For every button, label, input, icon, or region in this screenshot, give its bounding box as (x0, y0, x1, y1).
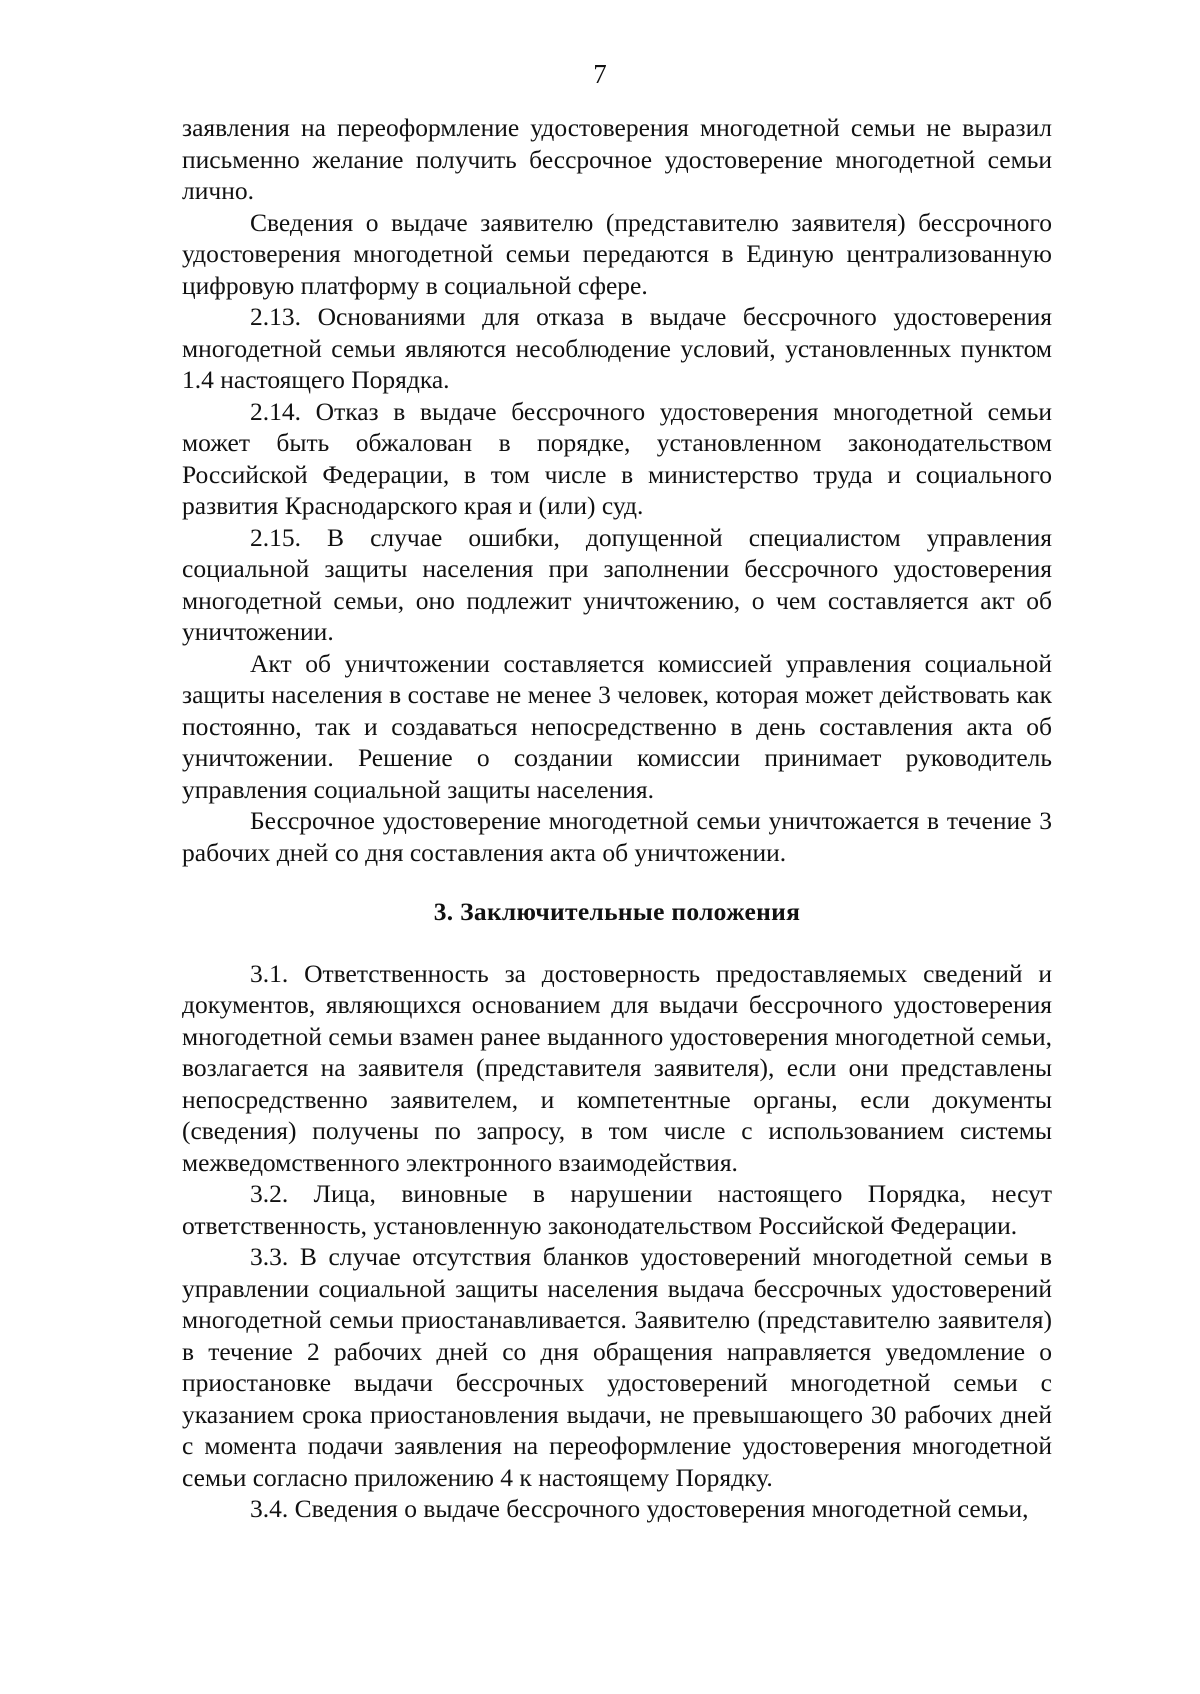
paragraph-continuation: заявления на переоформление удостоверения многодетной семьи не выразил письменно желание получить бессрочное удостоверение многодетной семьи лично. (182, 113, 1052, 205)
paragraph-3-4: 3.4. Сведения о выдаче бессрочного удостоверения многодетной семьи, (250, 1494, 1029, 1523)
paragraph-destruction-act: Акт об уничтожении составляется комиссией управления социальной защиты населения в составе не менее 3 человек, которая может действовать как постоянно, так и создаваться непосредственно в день составления акта об уничтожении. Решение о создании комиссии принимает руководитель управления социальной защиты населения. (182, 648, 1052, 804)
paragraph-3-1: 3.1. Ответственность за достоверность предоставляемых сведений и документов, являющихся основанием для выдачи бессрочного удостоверения многодетной семьи взамен ранее выданного удостоверения многодетной семьи, возлагается на заявителя (представителя заявителя), если они представлены непосредственно заявителем, и компетентные органы, если документы (сведения) получены по запросу, в том числе с использованием системы межведомственного электронного взаимодействия. (182, 958, 1052, 1177)
paragraph-2-13: 2.13. Основаниями для отказа в выдаче бессрочного удостоверения многодетной семьи являются несоблюдение условий, установленных пунктом 1.4 настоящего Порядка. (182, 302, 1052, 394)
paragraph-info-transfer: Сведения о выдаче заявителю (представителю заявителя) бессрочного удостоверения многодетной семьи передаются в Единую централизованную цифровую платформу в социальной сфере. (182, 207, 1052, 300)
paragraph-3-3: 3.3. В случае отсутствия бланков удостоверений многодетной семьи в управлении социальной защиты населения выдача бессрочных удостоверений многодетной семьи приостанавливается. Заявителю (представителю заявителя) в течение 2 рабочих дней со дня обращения направляется уведомление о приостановке выдачи бессрочных удостоверений многодетной семьи с указанием срока приостановления выдачи, не превышающего 30 рабочих дней с момента подачи заявления на переоформление удостоверения многодетной семьи согласно приложению 4 к настоящему Порядку. (182, 1242, 1052, 1492)
paragraph-2-15: 2.15. В случае ошибки, допущенной специалистом управления социальной защиты населения при заполнении бессрочного удостоверения многодетной семьи, оно подлежит уничтожению, о чем составляется акт об уничтожении. (182, 522, 1052, 646)
paragraph-3-2: 3.2. Лица, виновные в нарушении настоящего Порядка, несут ответственность, установленную законодательством Российской Федерации. (182, 1179, 1052, 1240)
page-number: 7 (593, 59, 607, 89)
paragraph-2-14: 2.14. Отказ в выдаче бессрочного удостоверения многодетной семьи может быть обжалован в порядке, установленном законодательством Российской Федерации, в том числе в министерство труда и социального развития Краснодарского края и (или) суд. (182, 396, 1052, 520)
paragraph-destruction-term: Бессрочное удостоверение многодетной семьи уничтожается в течение 3 рабочих дней со дня составления акта об уничтожении. (182, 806, 1052, 867)
document-body (182, 112, 1052, 1525)
section-heading: 3. Заключительные положения (433, 897, 801, 926)
